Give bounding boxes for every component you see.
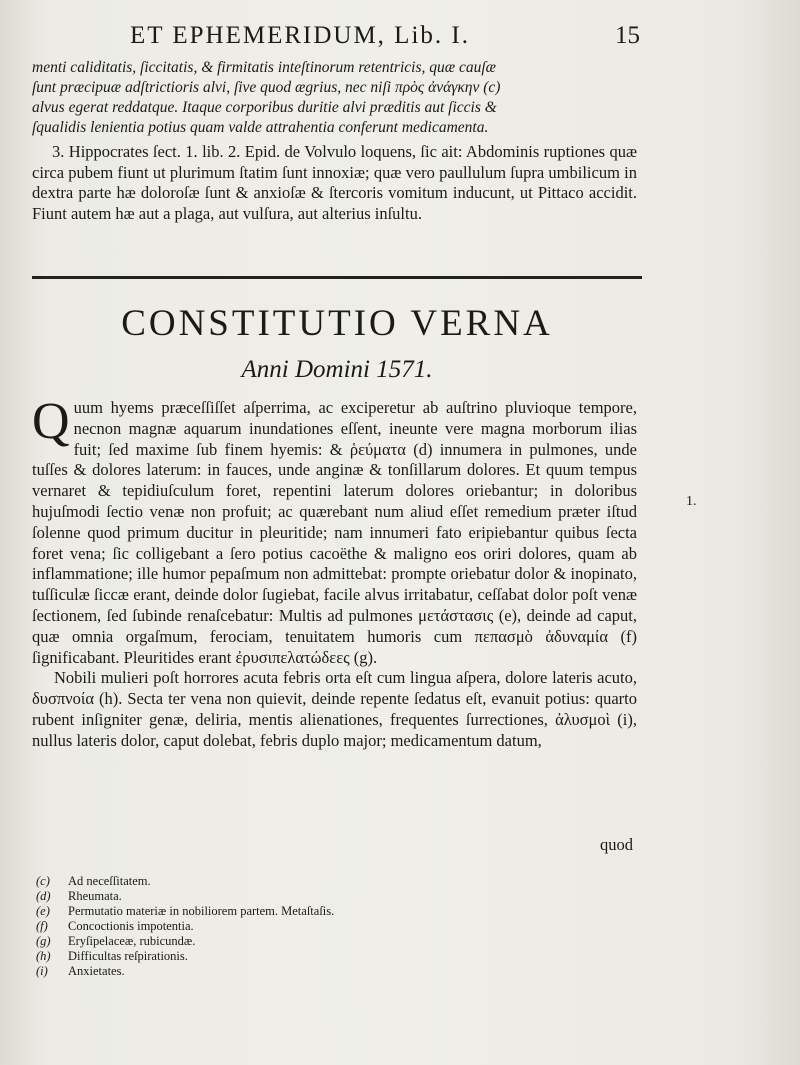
hippocrates-text: 3. Hippocrates ſect. 1. lib. 2. Epid. de Volvulo loquens, ſic ait: Abdominis ruptiones quæ circa pubem fiunt ut plurimum ſtatim ſunt innoxiæ; quæ vero paullulum ſupra umbilicum in dextra parte hæ doloroſæ ſunt & anxioſæ & ſtercoris vomitum inducunt, ut Pittaco accidit. Fiunt autem hæ aut a plaga, aut vulſura, aut alterius inſultu. — [32, 142, 637, 223]
footnote-mark: (d) — [36, 889, 51, 903]
paragraph-1 — [32, 393, 637, 668]
footnote-mark: (c) — [36, 874, 50, 888]
footnote — [36, 889, 456, 904]
footnotes — [36, 874, 456, 979]
footnote — [36, 964, 456, 979]
footnote — [36, 934, 456, 949]
hippocrates-paragraph — [32, 142, 637, 224]
section-heading: CONSTITUTIO VERNA — [121, 303, 553, 344]
running-title: ET EPHEMERIDUM, Lib. I. — [130, 22, 470, 49]
bleed-through-text — [650, 190, 790, 204]
footnote-text: Eryſipelaceæ, rubicundæ. — [68, 934, 196, 948]
italic-paragraph — [32, 58, 637, 138]
footnote — [36, 919, 456, 934]
italic-line: ſunt præcipuæ adſtrictioris alvi, ſive quod ægrius, nec niſi πρὸς ἀνάγκην (c) — [32, 79, 501, 96]
running-header — [130, 22, 640, 52]
paragraph-1-text: uum hyems præceſſiſſet aſperrima, ac exciperetur ab auſtrino pluvioque tempore, necnon magnæ aquarum inundationes eſſent, ineunte vere magna morborum ilias fuit; ſed maxime ſub finem hyemis: & ῥεύματα (d) innumera in pulmones, unde tuſſes & dolores laterum: in fauces, unde anginæ & tonſillarum dolores. Et quum tempus vernaret & tepidiuſculum foret, repentini laterum dolores oriebantur; in doloribus hujuſmodi ſectio venæ non profuit; ac quærebant num aliud eſſet remedium præter iſtud ſolenne quod primum ducitur in pleuritide; nam innumeri fato eripiebantur quibus ſecta foret vena; ſic colligebant a ſero potius cacoëthe & maligno eos oriri dolores, quam ab inflammatione; ille humor pepaſmum non admittebat: prompte oriebatur dolor & inopinato, tuſſiculæ ſiccæ erant, deinde dolor ſugiebat, facile alvus irritabatur, ceſſabat dolor poſt venæ ſectionem, ſed ſubinde renaſcebatur: Multis ad pulmones μετάστασις (e), deinde ad caput, quæ omnia orgaſmum, ferociam, tenuitatem humoris cum πεπασμὸ ἀδυναμία (f) ſignificabant. Pleuritides erant ἐρυσιπελατώδεες (g). — [32, 398, 637, 667]
footnote-mark: (e) — [36, 904, 50, 918]
footnote-mark: (g) — [36, 934, 51, 948]
footnote-text: Rheumata. — [68, 889, 122, 903]
drop-cap: Q — [32, 393, 70, 450]
footnote — [36, 904, 456, 919]
section-subheading: Anni Domini 1571. — [241, 356, 433, 383]
footnote-text: Permutatio materiæ in nobiliorem partem. Metaſtaſis. — [68, 904, 335, 918]
footnote-text: Ad neceſſitatem. — [68, 874, 151, 888]
section-divider — [32, 276, 642, 279]
footnote-mark: (h) — [36, 949, 51, 963]
footnote — [36, 874, 456, 889]
italic-line: alvus egerat reddatque. Itaque corporibus duritie alvi præditis aut ſiccis & — [32, 99, 497, 116]
paragraph-2: Nobili mulieri poſt horrores acuta febris orta eſt cum lingua aſpera, dolore lateris acuto, δυσπνοία (h). Secta ter vena non quievit, deinde repente ſedatus eſt, evanuit potius: quarto rubent inſigniter genæ, deliria, mentis alienationes, frequentes ſurrectiones, ἀλυσμοὶ (i), nullus lateris dolor, caput dolebat, febris duplo major; medicamentum datum, — [32, 668, 637, 750]
margin-note-number: 1. — [686, 494, 697, 509]
footnote-mark: (i) — [36, 964, 48, 978]
catchword: quod — [600, 835, 633, 854]
footnote-text: Difficultas reſpirationis. — [68, 949, 188, 963]
main-text — [32, 393, 637, 752]
italic-line: ſqualidis lenientia potius quam valde attrahentia conferunt medicamenta. — [32, 119, 489, 136]
footnote — [36, 949, 456, 964]
footnote-text: Concoctionis impotentia. — [68, 919, 194, 933]
footnote-mark: (f) — [36, 919, 48, 933]
italic-line: menti caliditatis, ſiccitatis, & firmitatis inteſtinorum retentricis, quæ cauſæ — [32, 59, 496, 76]
page-number: 15 — [615, 22, 640, 49]
footnote-text: Anxietates. — [68, 964, 125, 978]
